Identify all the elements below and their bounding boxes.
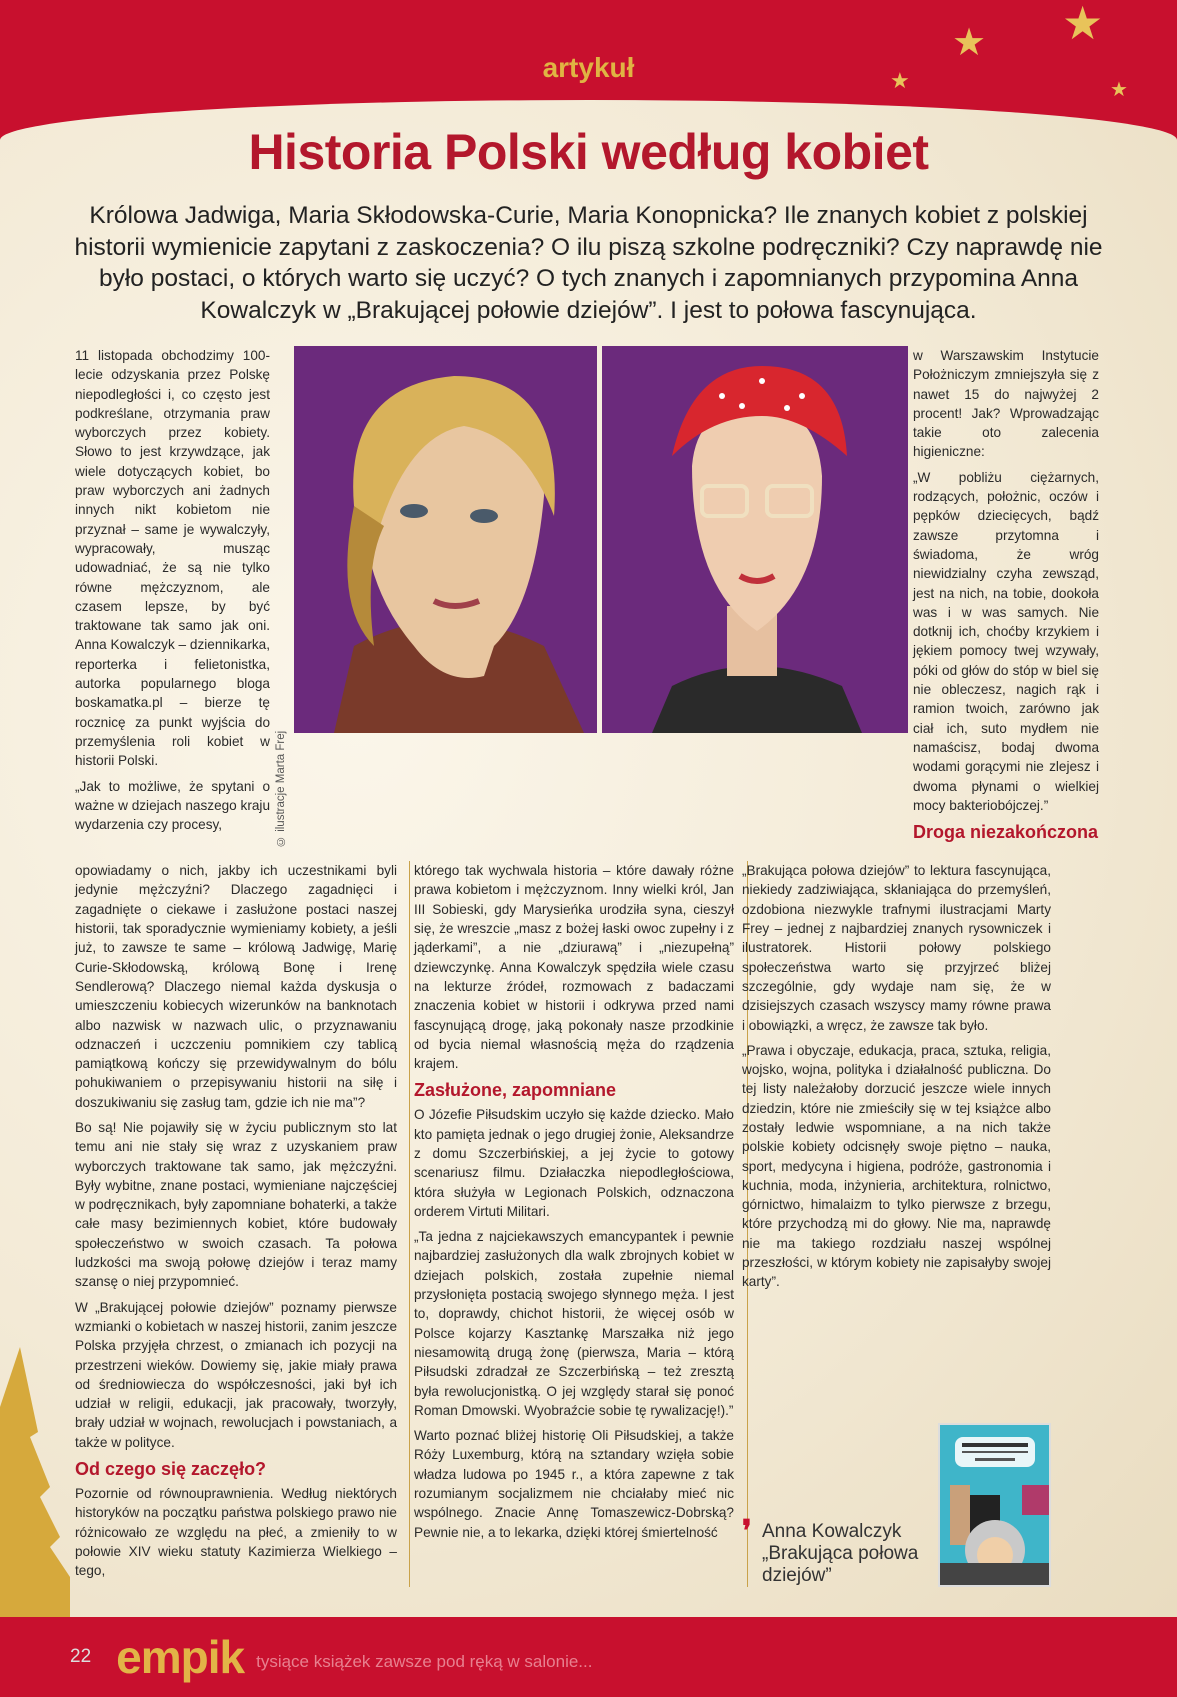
portrait-illustration-author: [294, 346, 597, 733]
section-heading: Zasłużone, zapomniane: [414, 1080, 617, 1101]
paragraph: opowiadamy o nich, jakby ich uczestnikami byli jedynie mężczyźni? Dlaczego zagadnięci i zagadnięte o ciekawe i zasłużone postaci naszej historii, tak sporadycznie wymieniamy kobiety, a jeśli już, to zawsze te same – królową Jadwigę, Marię Curie-Skłodowską, królową Bonę i Irenę Sendlerową? Dlaczego niemal każda dyskusja o umieszczeniu kobiecych wizerunków na banknotach albo nazwisk w nazwach ulic, o przyznawaniu odznaczeń i uczczeniu pomnikiem czy tablicą pamiątkową kończy się przewidywalnym do bólu pohukiwaniem o przepisywaniu historii na siłę i doszukiwaniu się zasług tam, gdzie ich nie ma”?: [75, 863, 397, 1110]
paragraph: „Brakująca połowa dziejów” to lektura fascynująca, niekiedy zadziwiająca, skłaniająca do przemyśleń, ozdobiona niezwykle trafnymi ilustracjami Marty Frey – jednej z najbardziej znanych rysowniczek i ilustratorek. Historii połowy polskiego społeczeństwa warto się przyjrzeć bliżej szczególnie, gdy wydaje nam się, że w dzisiejszych czasach wszyscy mamy równe prawa i obowiązki, a wręcz, że zawsze tak było.: [742, 863, 1051, 1033]
top-section: [75, 346, 1102, 847]
book-promo: [742, 1403, 1051, 1587]
star-icon: ★: [1110, 79, 1128, 101]
header-band: [0, 0, 1177, 110]
portrait-illustration-illustrator: [602, 346, 908, 733]
page-background: [0, 100, 1177, 1617]
book-author: Anna Kowalczyk: [762, 1520, 902, 1542]
article-title: Historia Polski według kobiet: [248, 124, 929, 180]
paragraph: W „Brakującej połowie dziejów” poznamy pierwsze wzmianki o kobietach w naszej historii, zanim jeszcze Polska przyjęła chrzest, o zmianach ich pozycji na przestrzeni wieków. Dowiemy się, jakie miały prawa od średniowiecza do współczesności, jaki był ich udział w religii, edukacji, jak pracowały, tworzyły, brały udział w wojnach, rewolucjach i powstaniach, a także w polityce.: [75, 1299, 397, 1450]
column-3-top: [913, 346, 1099, 847]
column-3-bottom: [742, 861, 1051, 1586]
paragraph: Bo są! Nie pojawiły się w życiu publicznym sto lat temu ani nie stały się wraz z uzyskaniem praw wyborczych traktowane tak samo, jak mężczyźni. Były wybitne, znane postaci, wymieniane najczęściej w podręcznikach, były zapomniane bohaterki, a także całe masy bezimiennych kobiet, które budowały społeczeństwo w swoich czasach. Ta połowa ludzkości ma swoją połowę dziejów i teraz mamy szansę o niej przypomnieć.: [75, 1119, 397, 1290]
page-number: 22: [70, 1645, 92, 1667]
footer-slogan: tysiące książek zawsze pod ręką w salonie...: [256, 1651, 593, 1671]
paragraph: którego tak wychwala historia – które dawały różne prawa kobietom i mężczyznom. Inny wielki król, Jan III Sobieski, gdy Marysieńka urodziła syna, cieszył się, że wreszcie „masz z bożej łaski owoc zupełny i z jąderkami”, a nie „dziurawą” i „niezupełną” dziewczynkę. Anna Kowalczyk spędziła wiele czasu na lekturze źródeł, rozmowach z badaczami znaczenia kobiet w historii i odkrywa przed nami fascynującą drogę, jaką pokonały nasze przodkinie od bycia niemal własnością męża do rządzenia krajem.: [414, 863, 734, 1072]
paragraph: „Prawa i obyczaje, edukacja, praca, sztuka, religia, wojsko, wojna, polityka i działalność publiczna. Do tej listy należałoby dorzucić jeszcze wiele innych dziedzin, które nie zmieściły się w tej książce albo zostały ledwie wspomniane, a na nich także polskie kobiety odcisnęły swoje piętno – nauka, sport, medycyna i higiena, podróże, gastronomia i kuchnia, moda, inżynieria, architektura, rolnictwo, górnictwo, himalaizm to tylko pierwsze z brzegu, które przychodzą mi do głowy. Nie ma, naprawdę nie ma takiego rozdziału naszej wspólnej przeszłości, w którym kobiety nie zapisałyby swojej karty”.: [742, 1042, 1051, 1290]
paragraph: „W pobliżu ciężarnych, rodzących, położnic, oczów i pępków dziecięcych, bądź zawsze przytomna i świadoma, że wróg niewidzialny czyha zewsząd, jest na nich, na tobie, dookoła was i w was samych. Nie dotknij ich, choćby krzykiem i jękiem pomocy twej wzywały, póki od głów do stóp w biel się nie obleczesz, nagich rąk i ramion twoich, zarówno jak ciał ich, suto mydłem nie namaścisz, bodaj dwoma wodami gorącymi nie zlejesz i dwoma płynami o wielkiej mocy bakteriobójczej.”: [913, 469, 1099, 813]
book-cover-image: [938, 1423, 1051, 1587]
image-credit: © ilustracje Marta Frej: [275, 730, 287, 848]
column-1-bottom: [75, 861, 397, 1586]
section-heading: Droga niezakończona: [913, 822, 1099, 843]
empik-logo: empik: [116, 1630, 245, 1683]
section-tag: artykuł: [542, 52, 635, 83]
book-title-line: „Brakująca połowa: [762, 1542, 919, 1564]
book-title-line: dziejów”: [762, 1564, 832, 1586]
article-lead: Królowa Jadwiga, Maria Skłodowska-Curie, Maria Konopnicka? Ile znanych kobiet z polskiej historii wymienicie zapytani z zaskoczenia? O ilu piszą szkolne podręczniki? Czy naprawdę nie było postaci, o których warto się uczyć? O tych znanych i zapomnianych przypomina Anna Kowalczyk w „Brakującej połowie dziejów”. I jest to połowa fascynująca.: [74, 202, 1103, 324]
star-icon: ★: [952, 22, 987, 64]
star-icon: ★: [890, 68, 910, 93]
column-1-top: [75, 346, 270, 834]
bottom-section: [75, 861, 1098, 1586]
section-heading: Od czego się zaczęło?: [75, 1459, 267, 1480]
christmas-tree-icon: [0, 1347, 80, 1617]
paragraph: O Józefie Piłsudskim uczyło się każde dziecko. Mało kto pamięta jednak o jego drugiej żonie, Aleksandrze z domu Szczerbińskiej, a jej życie to gotowy scenariusz filmu. Działaczka niepodległościowa, która służyła w Legionach Polskich, odznaczona orderem Virtuti Militari.: [414, 1107, 734, 1219]
paragraph: Warto poznać bliżej historię Oli Piłsudskiej, a także Róży Luxemburg, którą na sztandary wzięła sobie władza ludowa po 1945 r., a która zapewne z tak rozumianym socjalizmem nie chciałaby mieć nic wspólnego. Znacie Annę Tomaszewicz-Dobrską? Pewnie nie, a to lekarka, dzięki której śmiertelność: [414, 1428, 734, 1540]
paragraph: w Warszawskim Instytucie Położniczym zmniejszyła się z nawet 15 do najwyżej 2 procent! Jak? Wprowadzając takie oto zalecenia higieniczne:: [913, 348, 1099, 460]
paragraph: „Jak to możliwe, że spytani o ważne w dziejach naszego kraju wydarzenia czy procesy,: [75, 778, 270, 833]
book-caption: [742, 1514, 919, 1587]
paragraph: 11 listopada obchodzimy 100-lecie odzyskania przez Polskę niepodległości i, co często jest podkreślane, otrzymania praw wyborczych przez kobiety. Słowo to jest krzywdzące, jak wiele dotyczących kobiet, bo praw wyborczych ani żadnych innych nikt kobietom nie przyznał – same je wywalczyły, wypracowały, musząc udowadniać, że są nie tylko równe mężczyznom, ale czasem lepsze, by być traktowane tak samo jak oni. Anna Kowalczyk – dziennikarka, reporterka i felietonistka, autorka popularnego bloga boskamatka.pl – bierze tę rocznicę za punkt wyjścia do przemyślenia roli kobiet w historii Polski.: [75, 348, 270, 769]
paragraph: Pozornie od równouprawnienia. Według niektórych historyków na początku państwa polskiego prawo nie różnicowało ze względu na płeć, a zmieniły to w połowie XIV wieku statuty Kazimierza Wielkiego – tego,: [75, 1486, 397, 1579]
column-2: [414, 861, 734, 1586]
quote-mark-icon: ❜: [742, 1514, 752, 1548]
star-icon: ★: [1062, 0, 1104, 49]
paragraph: „Ta jedna z najciekawszych emancypantek i pewnie najbardziej zasłużonych dla walk zbrojnych kobiet w dziejach polskich, została zupełnie niemal przysłonięta postacią swojego słynnego męża. I jest to, doprawdy, chichot historii, że więcej osób w Polsce kojarzy Kasztankę Marszałka niż jego niesamowitą drugą żonę (pierwsza, Maria – którą Piłsudski zdradzał ze Szczerbińską – też zresztą była rewolucjonistką. O jej względy starał się ponoć Roman Dmowski. Wyobraźcie sobie tę rywalizację!).”: [414, 1229, 734, 1418]
column-divider: [409, 861, 410, 1586]
footer-band: [0, 1617, 1177, 1697]
